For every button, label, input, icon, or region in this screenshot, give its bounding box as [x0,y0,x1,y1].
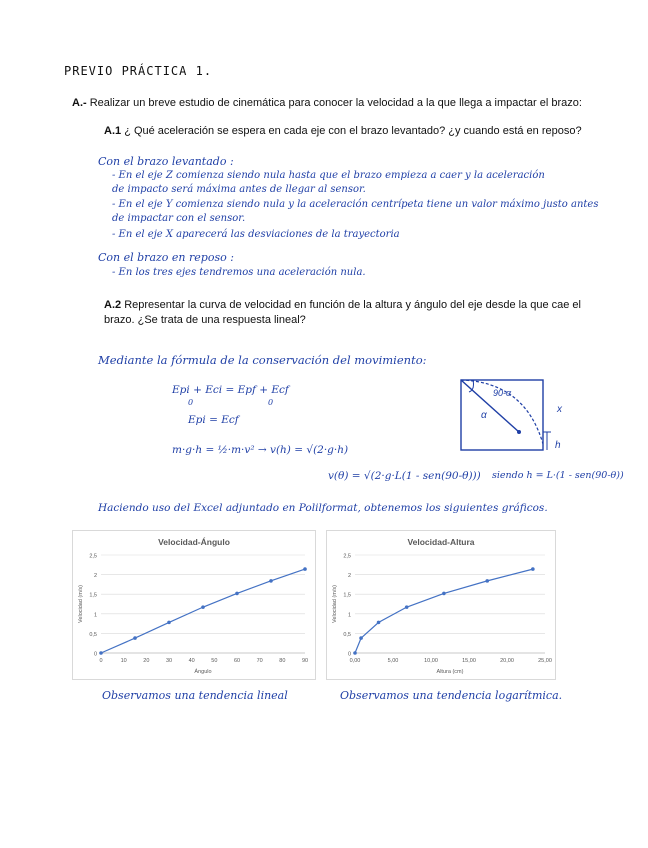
answer-a1-rest-line: - En los tres ejes tendremos una aceleración nula. [112,267,366,278]
y-tick-label: 1,5 [89,592,97,599]
x-tick-label: 5,00 [387,658,399,664]
x-tick-label: 60 [233,658,241,664]
diagram-label-90-alpha: 90-α [493,388,512,398]
answer-a2-intro: Mediante la fórmula de la conservación del movimiento: [98,353,427,367]
y-tick-label: 0,5 [89,631,97,638]
chart-velocity-angle [72,530,316,680]
data-point [442,592,446,596]
question-a [72,96,632,110]
x-tick-label: 15,00 [462,658,476,664]
y-tick-label: 0 [93,651,97,658]
x-axis-label: Ángulo [194,669,212,675]
data-point [359,636,363,640]
data-point [303,567,307,571]
diagram-label-h: h [555,440,561,451]
answer-a1-raised-heading: Con el brazo levantado : [98,155,234,168]
question-a2-text: Representar la curva de velocidad en función de la altura y ángulo del eje desde la que cae el brazo. ¿Se trata de una respuesta lineal? [104,299,581,326]
y-tick-label: 2 [347,573,351,580]
y-tick-label: 1 [93,612,97,619]
question-a-label: A.- [72,97,87,109]
equation-velocity-height: m·g·h = ½·m·v² → v(h) = √(2·g·h) [172,444,349,456]
observation-left: Observamos una tendencia lineal [102,689,288,702]
x-tick-label: 70 [256,658,263,664]
x-tick-label: 10 [120,658,127,664]
y-tick-label: 2,5 [89,553,97,560]
data-point [485,579,489,583]
x-tick-label: 10,00 [424,658,438,664]
x-tick-label: 20 [143,658,150,664]
equation-epi-ecf: Epi = Ecf [188,414,239,426]
chart-title: Velocidad-Ángulo [158,537,230,547]
y-tick-label: 0,5 [343,631,351,638]
answer-a1-line: - En el eje X aparecerá las desviaciones de la trayectoria [112,229,400,240]
data-point [377,621,381,625]
series-line [355,569,533,653]
answer-a1-line: - En el eje Y comienza siendo nula y la aceleración centrípeta tiene un valor máximo justo antes [112,199,599,210]
data-point [201,605,205,609]
data-point [405,605,409,609]
equation-zero-mark: 0 [268,398,274,407]
data-point [353,651,357,655]
answer-a1-line: - En el eje Z comienza siendo nula hasta que el brazo empieza a caer y la aceleración [112,170,545,181]
y-axis-label: Velocidad (m/s) [78,585,84,623]
x-tick-label: 50 [211,658,218,664]
question-a-text: Realizar un breve estudio de cinemática para conocer la velocidad a la que llega a impactar el brazo: [89,97,582,109]
x-tick-label: 0 [99,658,103,664]
question-a1-text: ¿ Qué aceleración se espera en cada eje con el brazo levantado? ¿y cuando está en reposo? [124,125,582,137]
equation-velocity-angle: v(θ) = √(2·g·L(1 - sen(90-θ))) [328,470,481,482]
y-tick-label: 1,5 [343,592,351,599]
data-point [531,567,535,571]
y-tick-label: 1 [347,612,351,619]
data-point [269,579,273,583]
equation-height-definition: siendo h = L·(1 - sen(90-θ)) [492,470,624,481]
chart-velocity-height [326,530,556,680]
series-line [101,569,305,653]
data-point [133,636,137,640]
y-axis-label: Velocidad (m/s) [332,585,338,623]
x-axis-label: Altura (cm) [436,669,464,675]
answer-a1-rest-heading: Con el brazo en reposo : [98,251,234,264]
diagram-label-alpha: α [481,410,487,421]
arm-diagram [455,374,575,468]
data-point [99,651,103,655]
diagram-label-x: x [557,404,562,415]
answer-a1-line: de impactar con el sensor. [112,213,246,224]
question-a1 [104,124,624,138]
data-point [167,621,171,625]
observation-right: Observamos una tendencia logarítmica. [340,689,563,702]
excel-note: Haciendo uso del Excel adjuntado en Polilformat, obtenemos los siguientes gráficos. [98,502,548,514]
x-tick-label: 30 [165,658,173,664]
answer-a1-line: de impacto será máxima antes de llegar al sensor. [112,184,366,195]
x-tick-label: 90 [301,658,309,664]
x-tick-label: 40 [188,658,195,664]
y-tick-label: 0 [347,651,351,658]
x-tick-label: 20,00 [500,658,514,664]
y-tick-label: 2,5 [343,553,351,560]
question-a2 [104,298,604,328]
equation-energy-balance: Epi + Eci = Epf + Ecf [172,384,289,396]
y-tick-label: 2 [93,573,97,580]
page-title: PREVIO PRÁCTICA 1. [64,64,213,78]
question-a2-label: A.2 [104,299,122,311]
chart-title: Velocidad-Altura [407,537,475,547]
equation-zero-mark: 0 [188,398,194,407]
x-tick-label: 0,00 [349,658,361,664]
x-tick-label: 80 [279,658,286,664]
diagram-pivot [517,430,521,434]
question-a1-label: A.1 [104,125,122,137]
x-tick-label: 25,00 [538,658,552,664]
data-point [235,592,239,596]
